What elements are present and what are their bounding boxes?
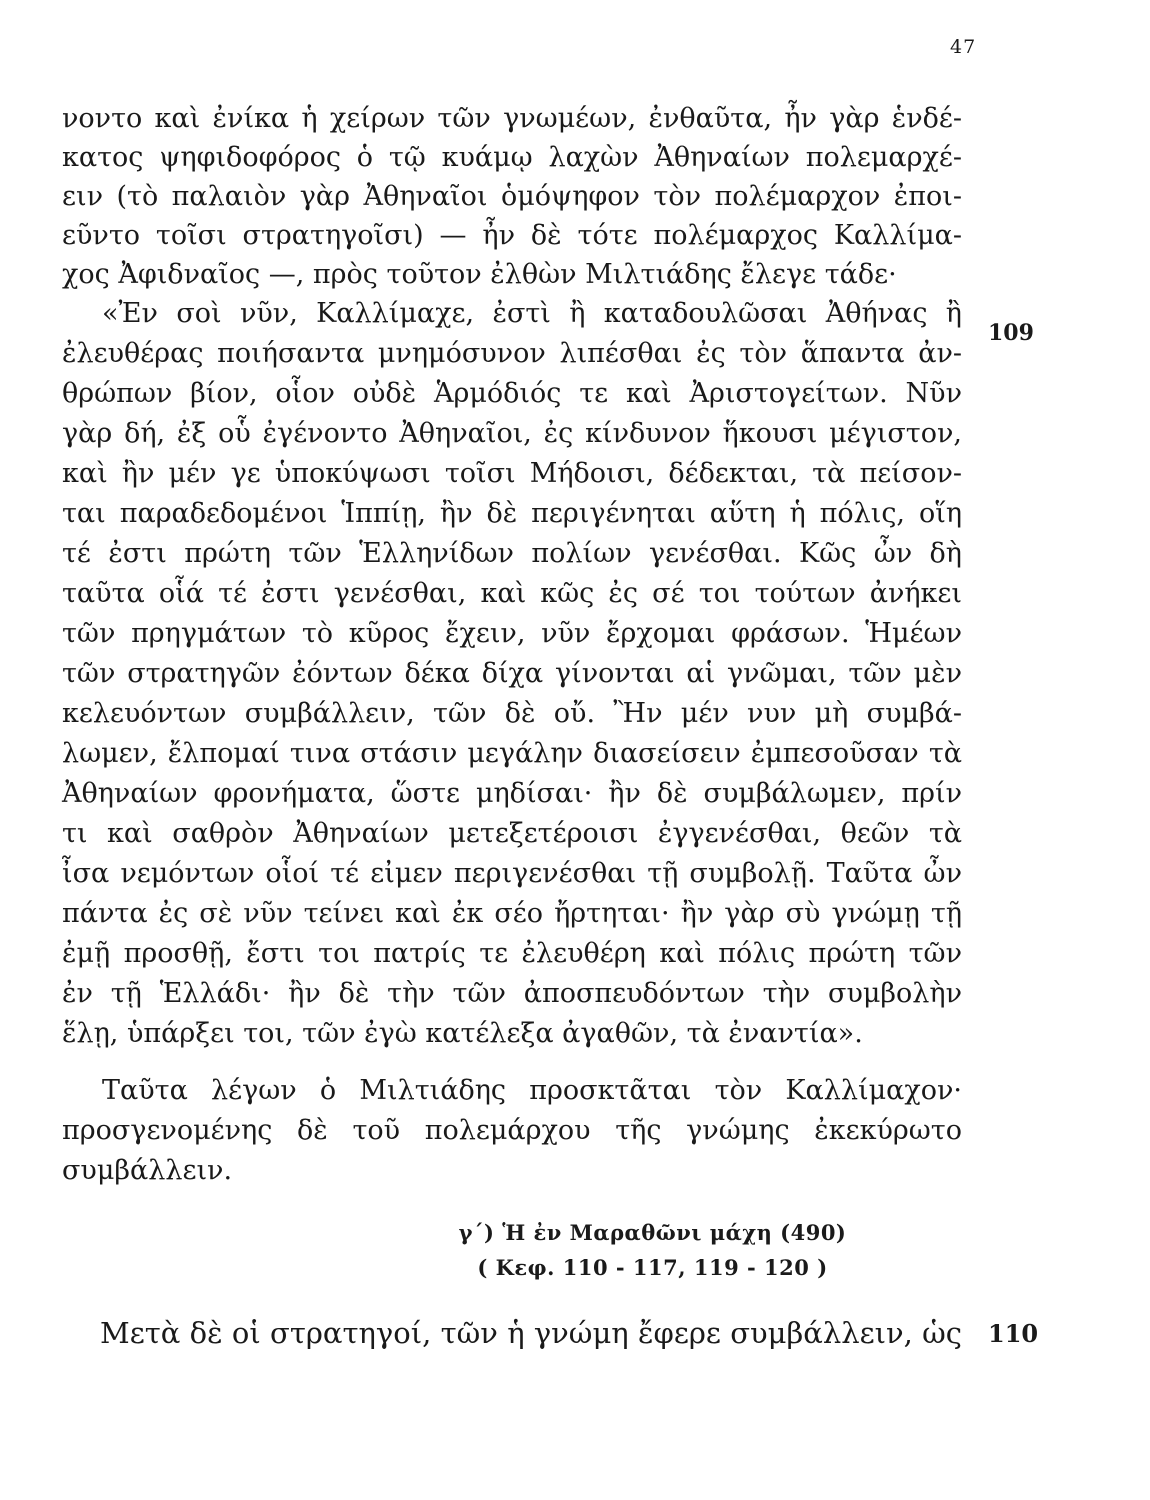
text-line: καὶ ἢν μέν γε ὑποκύψωσι τοῖσι Μήδοισι, δέδεκται, τὰ πείσον- bbox=[62, 458, 962, 489]
text-line: «Ἐν σοὶ νῦν, Καλλίμαχε, ἐστὶ ἢ καταδουλῶσαι Ἀθήνας ἢ bbox=[102, 298, 962, 329]
text-line: ἶσα νεμόντων οἷοί τέ εἰμεν περιγενέσθαι τῇ συμβολῇ. Ταῦτα ὦν bbox=[62, 858, 962, 889]
text-line: λωμεν, ἔλπομαί τινα στάσιν μεγάλην διασείσειν ἐμπεσοῦσαν τὰ bbox=[62, 738, 962, 769]
text-line: εῦντο τοῖσι στρατηγοῖσι) — ἦν δὲ τότε πολέμαρχος Καλλίμα- bbox=[62, 220, 962, 251]
text-line: τι καὶ σαθρὸν Ἀθηναίων μετεξετέροισι ἐγγενέσθαι, θεῶν τὰ bbox=[62, 818, 962, 849]
text-line: συμβάλλειν. bbox=[62, 1155, 233, 1186]
text-line: τῶν πρηγμάτων τὸ κῦρος ἔχειν, νῦν ἔρχομαι φράσων. Ἡμέων bbox=[62, 618, 962, 649]
text-line: γὰρ δή, ἐξ οὗ ἐγένοντο Ἀθηναῖοι, ἐς κίνδυνον ἥκουσι μέγιστον, bbox=[62, 418, 962, 449]
text-line: ἐλευθέρας ποιήσαντα μνημόσυνον λιπέσθαι ἐς τὸν ἅπαντα ἀν- bbox=[62, 338, 962, 369]
page-number: 47 bbox=[950, 36, 977, 58]
text-line: ἐν τῇ Ἑλλάδι· ἢν δὲ τὴν τῶν ἀποσπευδόντων τὴν συμβολὴν bbox=[62, 978, 962, 1009]
text-line: νοντο καὶ ἐνίκα ἡ χείρων τῶν γνωμέων, ἐνθαῦτα, ἦν γὰρ ἑνδέ- bbox=[62, 103, 962, 134]
text-line: θρώπων βίον, οἷον οὐδὲ Ἁρμόδιός τε καὶ Ἀριστογείτων. Νῦν bbox=[62, 378, 962, 409]
final-text-line: Μετὰ δὲ οἱ στρατηγοί, τῶν ἡ γνώμη ἔφερε συμβάλλειν, ὡς bbox=[100, 1316, 962, 1350]
chapter-number-110: 110 bbox=[988, 1319, 1039, 1348]
text-line: Ἀθηναίων φρονήματα, ὥστε μηδίσαι· ἢν δὲ συμβάλωμεν, πρίν bbox=[62, 778, 962, 809]
text-line: κελευόντων συμβάλλειν, τῶν δὲ οὔ. Ἢν μέν νυν μὴ συμβά- bbox=[62, 698, 962, 729]
text-line: ται παραδεδομένοι Ἱππίῃ, ἢν δὲ περιγένηται αὕτη ἡ πόλις, οἵη bbox=[62, 498, 962, 529]
text-line: πάντα ἐς σὲ νῦν τείνει καὶ ἐκ σέο ἤρτηται· ἢν γὰρ σὺ γνώμῃ τῇ bbox=[62, 898, 962, 929]
text-line: κατος ψηφιδοφόρος ὁ τῷ κυάμῳ λαχὼν Ἀθηναίων πολεμαρχέ- bbox=[62, 142, 962, 173]
text-line: ειν (τὸ παλαιὸν γὰρ Ἀθηναῖοι ὁμόψηφον τὸν πολέμαρχον ἐποι- bbox=[62, 181, 962, 212]
section-heading bbox=[0, 1218, 1150, 1248]
section-subheading bbox=[0, 1253, 1150, 1283]
text-line: χος Ἀφιδναῖος —, πρὸς τοῦτον ἐλθὼν Μιλτιάδης ἔλεγε τάδε· bbox=[62, 259, 897, 290]
text-line: Ταῦτα λέγων ὁ Μιλτιάδης προσκτᾶται τὸν Καλλίμαχον· bbox=[102, 1075, 962, 1106]
text-line: ἕλῃ, ὑπάρξει τοι, τῶν ἐγὼ κατέλεξα ἀγαθῶν, τὰ ἐναντία». bbox=[62, 1018, 863, 1049]
text-line: τέ ἐστι πρώτη τῶν Ἑλληνίδων πολίων γενέσθαι. Κῶς ὦν δὴ bbox=[62, 538, 962, 569]
text-line: ταῦτα οἷά τέ ἐστι γενέσθαι, καὶ κῶς ἐς σέ τοι τούτων ἀνήκει bbox=[62, 578, 962, 609]
text-line: ἐμῇ προσθῇ, ἔστι τοι πατρίς τε ἐλευθέρη καὶ πόλις πρώτη τῶν bbox=[62, 938, 962, 969]
section-chapter-range: ( Κεφ. 110 - 117, 119 - 120 ) bbox=[477, 1255, 828, 1280]
section-title: γ΄) Ἡ ἐν Μαραθῶνι μάχη (490) bbox=[458, 1220, 847, 1245]
chapter-number-109: 109 bbox=[988, 320, 1034, 346]
text-line: προσγενομένης δὲ τοῦ πολεμάρχου τῆς γνώμης ἐκεκύρωτο bbox=[62, 1115, 962, 1146]
text-line: τῶν στρατηγῶν ἐόντων δέκα δίχα γίνονται αἱ γνῶμαι, τῶν μὲν bbox=[62, 658, 962, 689]
